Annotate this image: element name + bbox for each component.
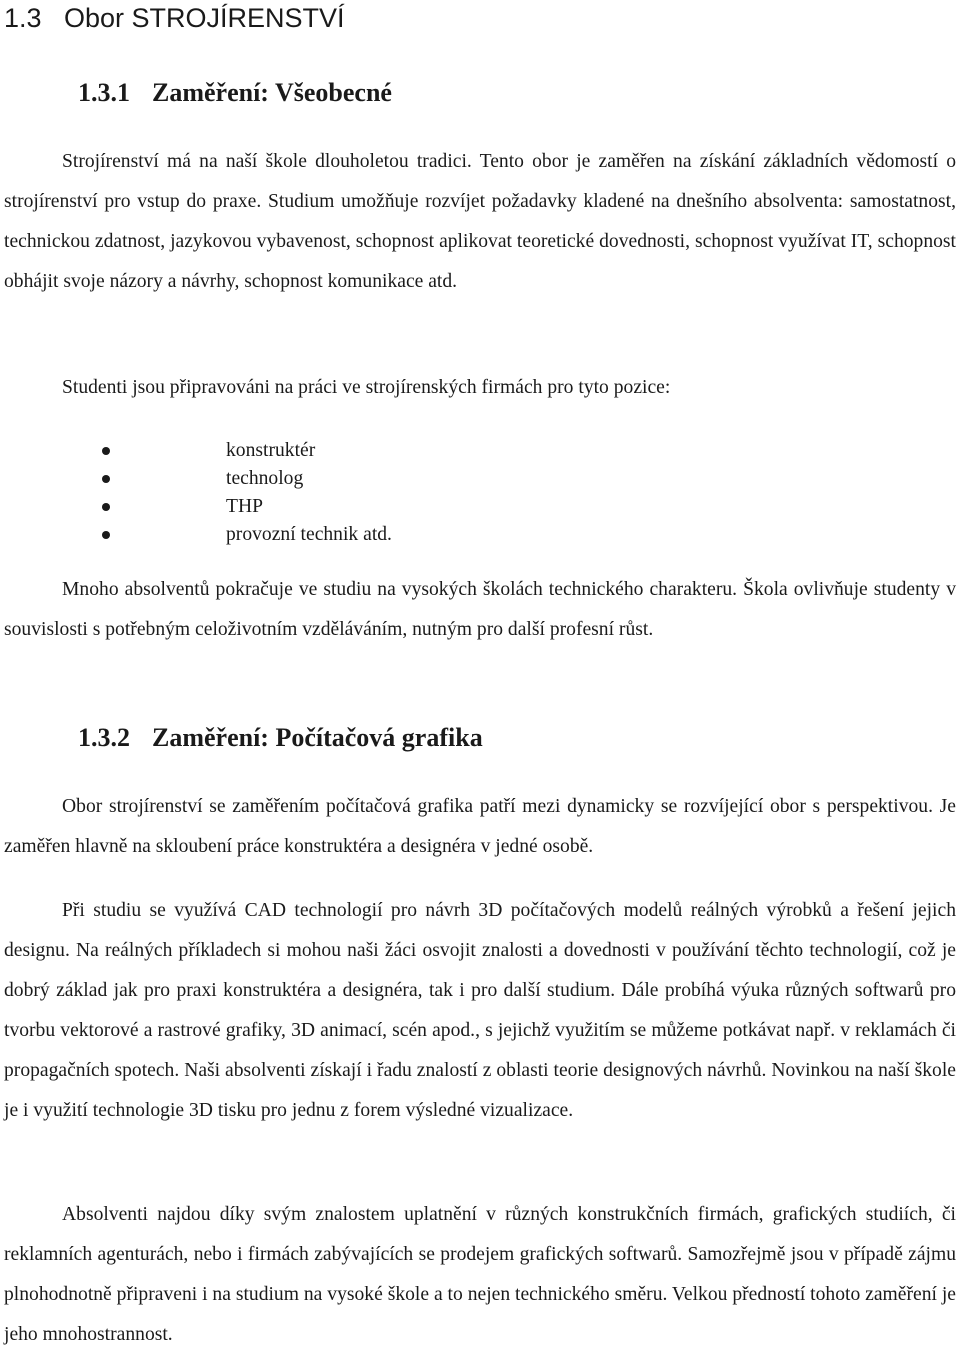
subsection-title: Zaměření: Všeobecné: [152, 78, 392, 107]
paragraph-text: Při studiu se využívá CAD technologií pro návrh 3D počítačových modelů reálných výrobků a řešení jejich designu. Na reálných příkladech si mohou naši žáci osvojit znalosti a dovednosti v používání těchto technologií, což je dobrý základ jak pro praxi konstruktéra a designéra, tak i pro další studium. Dále probíhá výuka různých softwarů pro tvorbu vektorové a rastrové grafiky, 3D animací, scén apod., s jejichž využitím se můžeme potkávat např. v reklamách či propagačních spotech. Naši absolventi získají i řadu znalostí z oblasti teorie designových návrhů. Novinkou na naší škole je i využití technologie 3D tisku pro jednu z forem výsledné vizualizace.: [4, 900, 956, 1121]
paragraph-cad: [4, 891, 956, 1131]
paragraph-text: Mnoho absolventů pokračuje ve studiu na vysokých školách technického charakteru. Škola ovlivňuje studenty v souvislosti s potřebným celoživotním vzděláváním, nutným pro další profesní růst.: [4, 579, 956, 640]
paragraph-intro: [4, 142, 956, 302]
bullet-icon: [102, 447, 110, 455]
bullet-icon: [102, 475, 110, 483]
positions-list: [96, 437, 392, 549]
list-item: technolog: [96, 465, 392, 493]
section-number: 1.3: [4, 3, 42, 33]
section-title: Obor STROJÍRENSTVÍ: [64, 3, 345, 33]
list-item: provozní technik atd.: [96, 521, 392, 549]
paragraph-graduates: [4, 570, 956, 650]
list-item: THP: [96, 493, 392, 521]
paragraph-text: Obor strojírenství se zaměřením počítačová grafika patří mezi dynamicky se rozvíjející obor s perspektivou. Je zaměřen hlavně na skloubení práce konstruktéra a designéra v jedné osobě.: [4, 796, 956, 857]
subsection-title: Zaměření: Počítačová grafika: [152, 723, 483, 752]
subsection-heading-general: [78, 76, 392, 110]
list-item: konstruktér: [96, 437, 392, 465]
subsection-number: 1.3.2: [78, 723, 130, 752]
positions-lead: Studenti jsou připravováni na práci ve strojírenských firmách pro tyto pozice:: [62, 377, 671, 398]
subsection-heading-graphics: [78, 721, 483, 755]
section-heading: [4, 0, 345, 36]
bullet-icon: [102, 531, 110, 539]
subsection-number: 1.3.1: [78, 78, 130, 107]
bullet-icon: [102, 503, 110, 511]
paragraph-text: Strojírenství má na naší škole dlouholetou tradici. Tento obor je zaměřen na získání základních vědomostí o strojírenství pro vstup do praxe. Studium umožňuje rozvíjet požadavky kladené na dnešního absolventa: samostatnost, technickou zdatnost, jazykovou vybavenost, schopnost aplikovat teoretické dovednosti, schopnost využívat IT, schopnost obhájit svoje názory a návrhy, schopnost komunikace atd.: [4, 151, 956, 292]
paragraph-graphics-intro: [4, 787, 956, 867]
paragraph-careers: [4, 1195, 956, 1355]
paragraph-text: Absolventi najdou díky svým znalostem uplatnění v různých konstrukčních firmách, grafických studiích, či reklamních agenturách, nebo i firmách zabývajících se prodejem grafických softwarů. Samozřejmě jsou v případě zájmu plnohodnotně připraveni i na studium na vysoké škole a to nejen technického směru. Velkou předností tohoto zaměření je jeho mnohostrannost.: [4, 1204, 956, 1345]
